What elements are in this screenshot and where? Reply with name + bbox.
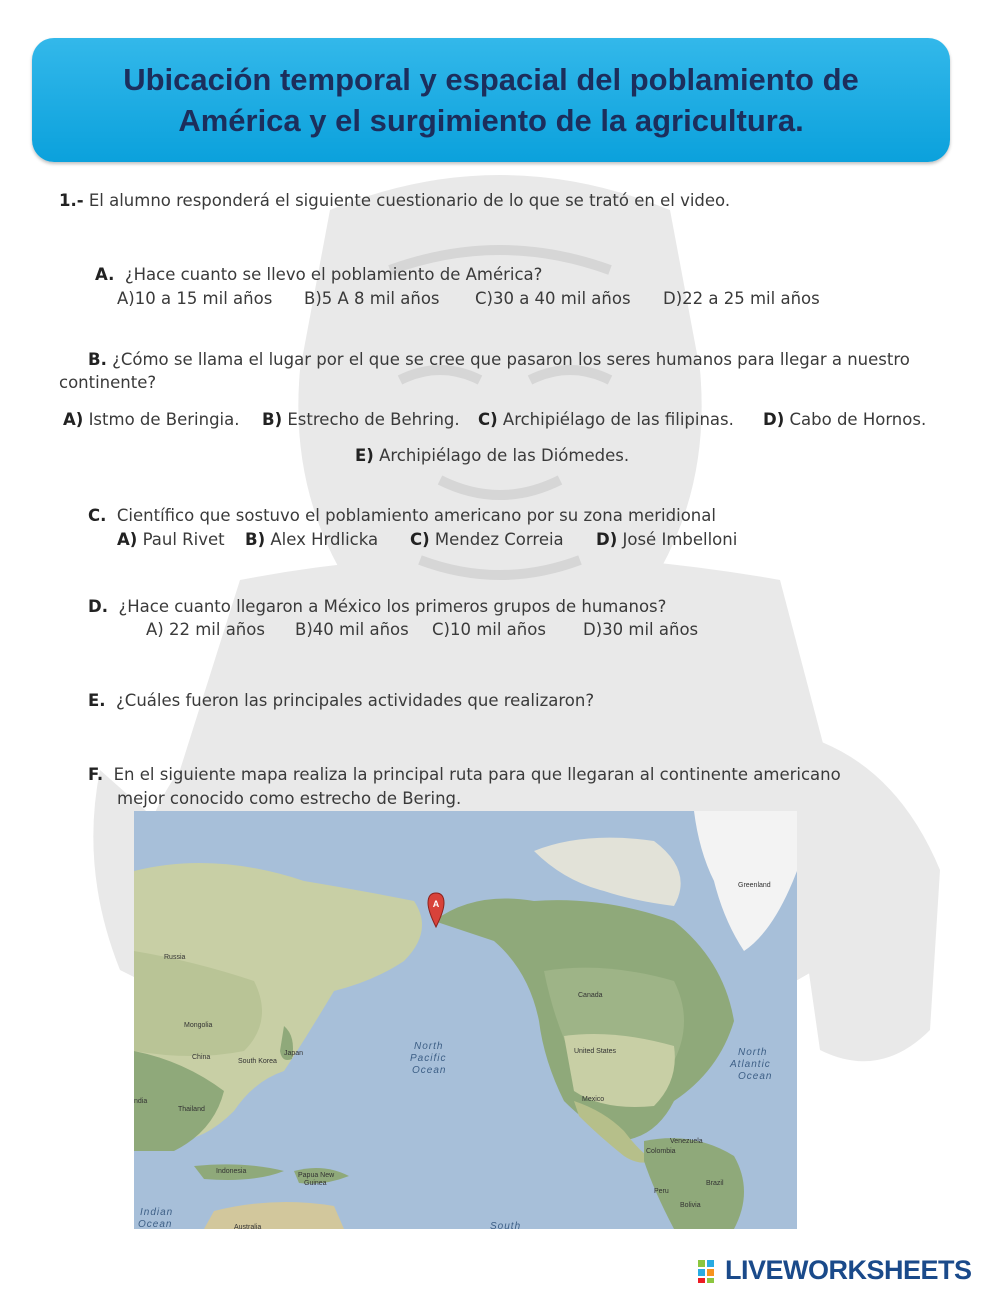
option-key: C): [478, 410, 498, 429]
question-c-option-b[interactable]: [245, 530, 378, 549]
liveworksheets-logo[interactable]: [697, 1255, 972, 1286]
ocean-npac-2: Pacific: [410, 1053, 447, 1064]
question-d-option-b[interactable]: B)40 mil años: [295, 620, 409, 639]
option-text: Alex Hrdlicka: [270, 530, 379, 549]
ocean-npac-3: Ocean: [412, 1065, 447, 1076]
question-f-letter: F.: [88, 765, 104, 784]
label-papua-2: Guinea: [304, 1180, 327, 1187]
question-a-option-c[interactable]: C)30 a 40 mil años: [475, 289, 631, 308]
question-b-text-line1: ¿Cómo se llama el lugar por el que se cree que pasaron los seres humanos para llegar a nuestro: [112, 350, 910, 369]
question-c-option-d[interactable]: [596, 530, 737, 549]
question-c-letter: C.: [88, 506, 107, 525]
ocean-south: South: [490, 1221, 522, 1229]
label-mexico: Mexico: [582, 1096, 605, 1103]
question-a-option-d[interactable]: D)22 a 25 mil años: [663, 289, 820, 308]
question-f-text-line2: mejor conocido como estrecho de Bering.: [117, 789, 462, 808]
label-india: ndia: [134, 1098, 148, 1105]
option-key: A): [63, 410, 84, 429]
question-a-option-a[interactable]: A)10 a 15 mil años: [117, 289, 273, 308]
question-b-text-line2: continente?: [59, 373, 157, 392]
question-f: [88, 764, 841, 786]
question-c-text: Científico que sostuvo el poblamiento americano por su zona meridional: [116, 506, 716, 525]
ocean-natl-1: North: [738, 1047, 768, 1058]
intro-text: El alumno responderá el siguiente cuestionario de lo que se trató en el video.: [88, 191, 731, 210]
question-b-option-c[interactable]: [478, 410, 734, 429]
option-text: Cabo de Hornos.: [789, 410, 927, 429]
question-c: [88, 505, 716, 527]
option-key: E): [355, 446, 374, 465]
question-a-text: ¿Hace cuanto se llevo el poblamiento de América?: [124, 265, 543, 284]
question-a-letter: A.: [95, 265, 115, 284]
option-key: B): [262, 410, 283, 429]
option-key: A): [117, 530, 138, 549]
question-e: [88, 690, 594, 712]
question-e-letter: E.: [88, 691, 106, 710]
label-south-korea: South Korea: [238, 1058, 277, 1065]
question-d-letter: D.: [88, 597, 108, 616]
map-graphic: [134, 811, 797, 1229]
question-c-option-a[interactable]: [117, 530, 225, 549]
label-canada: Canada: [578, 992, 603, 999]
option-key: C): [410, 530, 430, 549]
question-d: [88, 596, 666, 618]
option-text: Paul Rivet: [142, 530, 225, 549]
option-text: Estrecho de Behring.: [287, 410, 460, 429]
option-key: D): [763, 410, 785, 429]
question-b-letter: B.: [88, 350, 107, 369]
question-b: [88, 349, 910, 371]
label-mongolia: Mongolia: [184, 1022, 213, 1029]
ocean-indian-1: Indian: [140, 1207, 174, 1218]
liveworksheets-wordmark: LIVEWORKSHEETS: [725, 1255, 972, 1285]
label-united-states: United States: [574, 1048, 617, 1055]
option-text: Archipiélago de las filipinas.: [502, 410, 734, 429]
question-c-option-c[interactable]: [410, 530, 564, 549]
label-japan: Japan: [284, 1050, 304, 1057]
ocean-npac-1: North: [414, 1041, 444, 1052]
label-russia: Russia: [164, 954, 186, 961]
map-marker-label: A: [432, 899, 440, 909]
question-f-text-line1: En el siguiente mapa realiza la principal ruta para que llegaran al continente americano: [113, 765, 841, 784]
question-b-option-d[interactable]: [763, 410, 926, 429]
ocean-natl-2: Atlantic: [730, 1059, 771, 1070]
label-thailand: Thailand: [178, 1106, 205, 1113]
option-key: D): [596, 530, 618, 549]
world-map[interactable]: [134, 811, 797, 1229]
intro-number: 1.-: [59, 191, 84, 210]
question-d-option-d[interactable]: D)30 mil años: [583, 620, 699, 639]
question-d-text: ¿Hace cuanto llegaron a México los primeros grupos de humanos?: [118, 597, 667, 616]
label-indonesia: Indonesia: [216, 1168, 247, 1175]
question-e-text: ¿Cuáles fueron las principales actividades que realizaron?: [116, 691, 595, 710]
label-brazil: Brazil: [706, 1180, 724, 1187]
label-greenland: Greenland: [738, 882, 771, 889]
label-china: China: [192, 1054, 211, 1061]
option-key: B): [245, 530, 266, 549]
page-title: Ubicación temporal y espacial del poblamiento de América y el surgimiento de la agricultura.: [123, 62, 859, 138]
label-peru: Peru: [654, 1188, 669, 1195]
question-b-option-b[interactable]: [262, 410, 460, 429]
question-a: [95, 264, 542, 286]
ocean-indian-2: Ocean: [138, 1219, 173, 1229]
label-colombia: Colombia: [646, 1148, 676, 1155]
option-text: Istmo de Beringia.: [88, 410, 240, 429]
label-venezuela: Venezuela: [670, 1138, 703, 1145]
label-australia: Australia: [234, 1224, 262, 1229]
question-b-option-e[interactable]: [355, 446, 629, 465]
option-text: José Imbelloni: [622, 530, 738, 549]
intro-line: [59, 190, 730, 212]
title-banner: [32, 38, 950, 162]
question-a-option-b[interactable]: B)5 A 8 mil años: [304, 289, 440, 308]
label-papua: Papua New: [298, 1172, 335, 1179]
liveworksheets-icon: [697, 1258, 723, 1284]
label-bolivia: Bolivia: [680, 1202, 701, 1209]
option-text: Mendez Correia: [434, 530, 564, 549]
question-d-option-c[interactable]: C)10 mil años: [432, 620, 546, 639]
question-d-option-a[interactable]: A) 22 mil años: [146, 620, 265, 639]
question-b-option-a[interactable]: [63, 410, 240, 429]
ocean-natl-3: Ocean: [738, 1071, 773, 1082]
option-text: Archipiélago de las Diómedes.: [379, 446, 630, 465]
